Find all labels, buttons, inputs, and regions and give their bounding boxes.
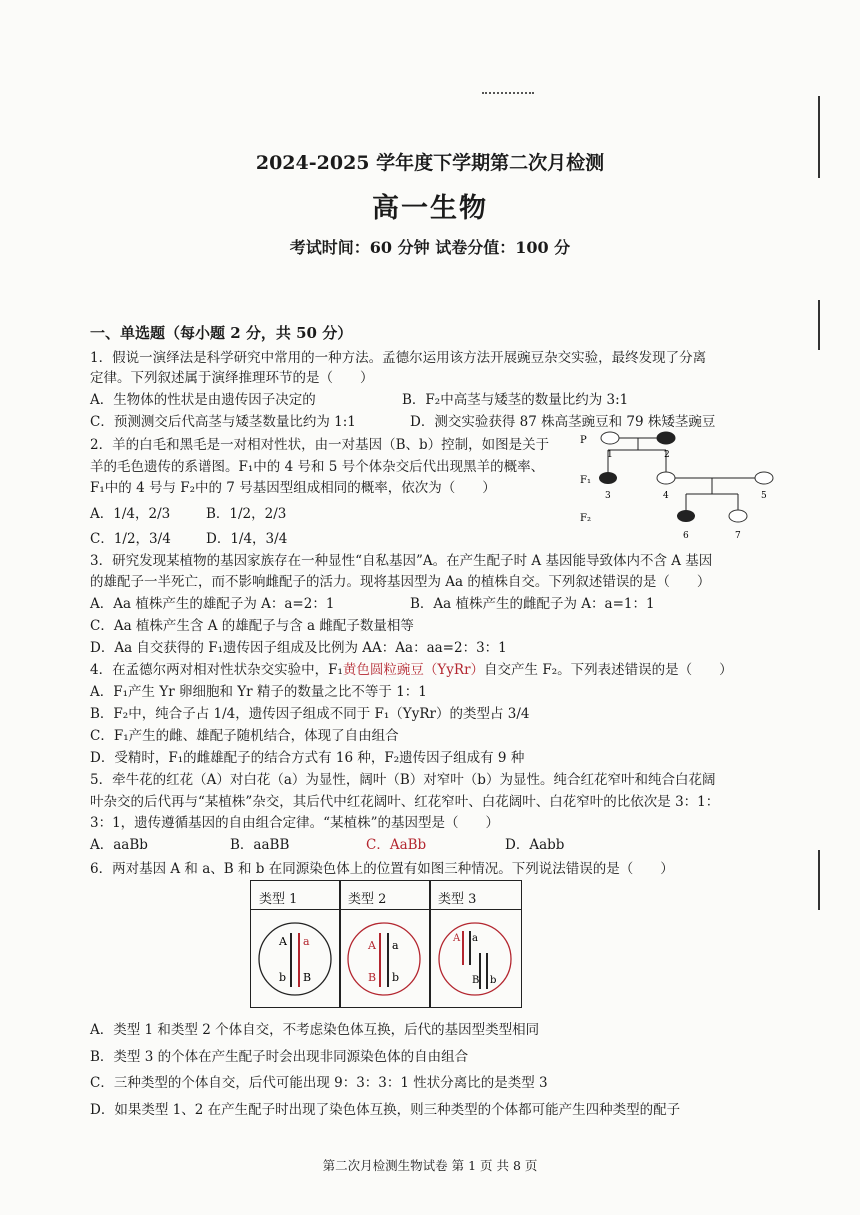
gene-b-label: b (392, 971, 400, 984)
sheep-3-black-icon (599, 472, 617, 484)
scan-edge-line (818, 850, 820, 910)
q3-option-c: C．Aa 植株产生含 A 的雄配子与含 a 雌配子数量相等 (90, 618, 414, 634)
q3-option-d: D．Aa 自交获得的 F₁遗传因子组成及比例为 AA：Aa：aa=2：3：1 (90, 640, 507, 656)
sheep-6-black-icon (677, 510, 695, 522)
q5-option-b: B．aaBB (230, 837, 290, 853)
type3-label: 类型 3 (438, 892, 477, 907)
q3-option-a: A．Aa 植株产生的雄配子为 A：a=2：1 (90, 596, 335, 612)
q5-stem: 5．牵牛花的红花（A）对白花（a）为显性，阔叶（B）对窄叶（b）为显性。纯合红花窄叶和纯合白花阔 (90, 772, 716, 788)
exam-title: 2024-2025 学年度下学期第二次月检测 (255, 152, 605, 174)
sheep-2-black-icon (657, 432, 675, 444)
scan-mark (482, 92, 534, 94)
q2-option-d: D．1/4，3/4 (206, 531, 288, 547)
q5-stem: 叶杂交的后代再与“某植株”杂交，其后代中红花阔叶、红花窄叶、白花阔叶、白花窄叶的比依次是 3：1： (90, 794, 720, 810)
id-3: 3 (605, 491, 611, 501)
q4-option-b: B．F₂中，纯合子占 1/4，遗传因子组成不同于 F₁（YyRr）的类型占 3/4 (90, 706, 530, 722)
q4-stem-post: 自交产生 F₂。下列表述错误的是（ ） (484, 662, 733, 678)
pedigree-diagram (578, 428, 788, 548)
gene-b-label: b (279, 971, 287, 984)
scan-edge-line (818, 300, 820, 350)
chromosome-diagrams (251, 909, 521, 1007)
sheep-7-white-icon (729, 510, 747, 522)
q3-option-b: B．Aa 植株产生的雌配子为 A：a=1：1 (410, 596, 655, 612)
gene-B-label: B (368, 971, 377, 984)
q6-option-b: B．类型 3 的个体在产生配子时会出现非同源染色体的自由组合 (90, 1049, 469, 1065)
q3-stem: 3．研究发现某植物的基因家族存在一种显性“自私基因”A。在产生配子时 A 基因能导致体内不含 A 基因 (90, 553, 713, 569)
cell-circle-icon (259, 923, 331, 995)
q1-stem: 定律。下列叙述属于演绎推理环节的是（ ） (90, 370, 374, 386)
q4-stem-pre: 4．在孟德尔两对相对性状杂交实验中，F₁ (90, 662, 343, 678)
q5-option-c: C．AaBb (366, 837, 427, 853)
chromosome-figure (250, 880, 522, 1008)
cell-circle-icon (348, 923, 420, 995)
gen-label-p: P (580, 435, 587, 446)
id-2: 2 (664, 450, 670, 460)
q3-stem: 的雄配子一半死亡，而不影响雌配子的活力。现将基因型为 Aa 的植株自交。下列叙述错误的是（ ） (90, 574, 711, 590)
exam-info: 考试时间：60 分钟 试卷分值：100 分 (289, 238, 571, 257)
q2-option-b: B．1/2，2/3 (206, 506, 287, 522)
type1-label: 类型 1 (259, 892, 298, 907)
sheep-5-white-icon (755, 472, 773, 484)
id-4: 4 (663, 491, 669, 501)
q1-option-c: C．预测测交后代高茎与矮茎数量比约为 1:1 (90, 414, 356, 430)
sheep-1-white-icon (601, 432, 619, 444)
type2-label: 类型 2 (348, 892, 387, 907)
gen-label-f1: F₁ (580, 475, 591, 486)
q5-option-d: D．Aabb (505, 837, 565, 853)
q4-option-d: D．受精时，F₁的雌雄配子的结合方式有 16 种，F₂遗传因子组成有 9 种 (90, 750, 525, 766)
gene-A-label: A (453, 933, 461, 944)
subject-title: 高一生物 (372, 193, 488, 224)
gene-B-label: B (303, 971, 312, 984)
gene-a-label: a (472, 933, 478, 944)
q5-stem: 3：1，遗传遵循基因的自由组合定律。“某植株”的基因型是（ ） (90, 815, 499, 831)
q1-stem: 1．假说一演绎法是科学研究中常用的一种方法。孟德尔运用该方法开展豌豆杂交实验，最终发现了分离 (90, 350, 707, 366)
q2-stem: 羊的毛色遗传的系谱图。F₁中的 4 号和 5 号个体杂交后代出现黑羊的概率、 (90, 459, 545, 475)
id-1: 1 (607, 450, 613, 460)
page-footer: 第二次月检测生物试卷 第 1 页 共 8 页 (322, 1158, 538, 1173)
q6-option-a: A．类型 1 和类型 2 个体自交，不考虑染色体互换，后代的基因型类型相同 (90, 1022, 540, 1038)
q4-stem (90, 658, 733, 678)
gene-A-label: A (368, 939, 376, 952)
q1-option-a: A．生物体的性状是由遗传因子决定的 (90, 392, 316, 408)
q4-option-c: C．F₁产生的雌、雄配子随机结合，体现了自由组合 (90, 728, 399, 744)
id-7: 7 (735, 531, 741, 541)
q2-option-a: A．1/4，2/3 (90, 506, 171, 522)
q6-option-c: C．三种类型的个体自交，后代可能出现 9：3：3：1 性状分离比的是类型 3 (90, 1075, 548, 1091)
q2-stem: F₁中的 4 号与 F₂中的 7 号基因型组成相同的概率，依次为（ ） (90, 480, 496, 496)
q6-stem: 6．两对基因 A 和 a、B 和 b 在同源染色体上的位置有如图三种情况。下列说法错误的是（ ） (90, 861, 674, 877)
q1-option-d: D．测交实验获得 87 株高茎豌豆和 79 株矮茎豌豆 (410, 414, 716, 430)
gene-b-label: b (490, 975, 497, 986)
sheep-4-white-icon (657, 472, 675, 484)
q2-option-c: C．1/2，3/4 (90, 531, 171, 547)
q1-option-b: B．F₂中高茎与矮茎的数量比约为 3:1 (402, 392, 629, 408)
gene-A-label: A (279, 935, 287, 948)
section-heading: 一、单选题（每小题 2 分，共 50 分） (90, 324, 353, 342)
q6-option-d: D．如果类型 1、2 在产生配子时出现了染色体互换，则三种类型的个体都可能产生四种类型的配子 (90, 1102, 681, 1118)
q2-stem: 2．羊的白毛和黑毛是一对相对性状，由一对基因（B、b）控制，如图是关于 (90, 437, 550, 453)
gene-a-label: a (392, 939, 399, 952)
q5-option-a: A．aaBb (90, 837, 148, 853)
q4-option-a: A．F₁产生 Yr 卵细胞和 Yr 精子的数量之比不等于 1：1 (90, 684, 427, 700)
gene-a-label: a (303, 935, 310, 948)
gen-label-f2: F₂ (580, 513, 591, 524)
id-5: 5 (761, 491, 767, 501)
id-6: 6 (683, 531, 689, 541)
q4-stem-highlight: 黄色圆粒豌豆（YyRr） (342, 662, 485, 678)
gene-B-label: B (472, 975, 480, 986)
